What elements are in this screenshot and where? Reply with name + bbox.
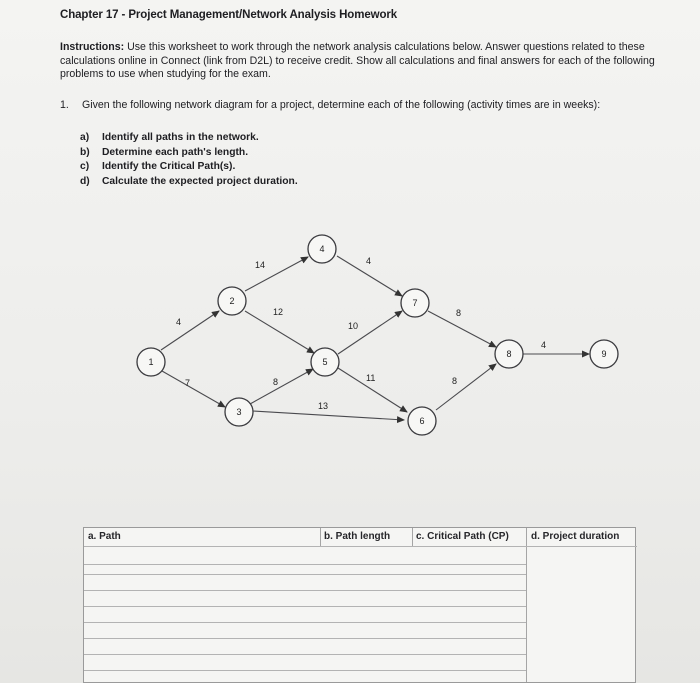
header-divider	[84, 546, 637, 547]
part-label: b)	[80, 146, 90, 158]
edge-weight: 12	[273, 307, 284, 317]
header-path-length: b. Path length	[324, 531, 391, 542]
edge-weight: 8	[456, 308, 462, 318]
node-label: 4	[319, 244, 325, 254]
edge-weight: 8	[452, 376, 458, 386]
edge-weight: 4	[541, 340, 547, 350]
node-label: 1	[148, 357, 154, 367]
edge-weight: 13	[318, 401, 329, 411]
node-label: 9	[601, 349, 607, 359]
row-divider	[84, 606, 526, 607]
edge-weight: 10	[348, 321, 359, 331]
node-label: 6	[419, 416, 425, 426]
edge-3-6	[253, 401, 404, 420]
header-project-duration: d. Project duration	[531, 531, 620, 542]
row-divider	[84, 638, 526, 639]
edge-2-4	[245, 257, 308, 291]
edge-4-7	[337, 256, 402, 296]
node-4	[308, 235, 336, 263]
edge-5-6	[338, 368, 407, 412]
edge-2-5	[245, 307, 314, 353]
edge-weight: 7	[185, 378, 191, 388]
instructions-text: Use this worksheet to work through the network analysis calculations below. Answer questions related to these calculations online in Connect (link from D2L) to receive credit. Show all calculations and final answers for each of the following problems to use when studying for the exam.	[60, 41, 655, 80]
row-divider	[84, 590, 526, 591]
node-label: 5	[322, 357, 328, 367]
edge-3-5	[250, 369, 313, 404]
edge-6-8	[436, 364, 496, 410]
edge-8-9	[523, 340, 589, 354]
column-divider	[320, 528, 321, 546]
part-label: d)	[80, 175, 90, 187]
node-1	[137, 348, 165, 376]
edge-5-7	[338, 311, 402, 354]
node-label: 8	[506, 349, 512, 359]
row-divider	[84, 574, 526, 575]
instructions-label: Instructions:	[60, 41, 125, 53]
part-text: Identify the Critical Path(s).	[102, 161, 236, 172]
column-divider	[526, 528, 527, 682]
edge-weight: 4	[366, 256, 372, 266]
node-7	[401, 289, 429, 317]
part-text: Identify all paths in the network.	[102, 132, 259, 143]
edge-weight: 4	[176, 317, 182, 327]
node-9	[590, 340, 618, 368]
node-2	[218, 287, 246, 315]
edge-weight: 11	[366, 373, 376, 383]
part-text: Calculate the expected project duration.	[102, 175, 298, 187]
node-label: 2	[229, 296, 235, 306]
question-number: 1.	[60, 99, 69, 111]
header-critical-path: c. Critical Path (CP)	[416, 531, 509, 542]
part-label: c)	[80, 161, 90, 172]
row-divider	[84, 670, 526, 671]
edge-weight: 14	[255, 260, 266, 270]
row-divider	[84, 654, 526, 655]
row-divider	[84, 564, 526, 565]
node-3	[225, 398, 253, 426]
edge-1-3	[162, 371, 225, 407]
header-path: a. Path	[88, 531, 121, 542]
column-divider	[412, 528, 413, 546]
edge-weight: 8	[273, 377, 279, 387]
question-text: Given the following network diagram for a project, determine each of the following (activity times are in weeks):	[82, 99, 601, 111]
edge-1-2	[161, 311, 219, 350]
part-label: a)	[80, 132, 90, 143]
part-text: Determine each path's length.	[102, 146, 249, 158]
node-label: 3	[236, 407, 242, 417]
node-8	[495, 340, 523, 368]
node-6	[408, 407, 436, 435]
row-divider	[84, 622, 526, 623]
page-title: Chapter 17 - Project Management/Network Analysis Homework	[60, 9, 398, 21]
node-label: 7	[412, 298, 418, 308]
edge-7-8	[428, 308, 496, 347]
answer-table	[83, 527, 636, 683]
node-5	[311, 348, 339, 376]
